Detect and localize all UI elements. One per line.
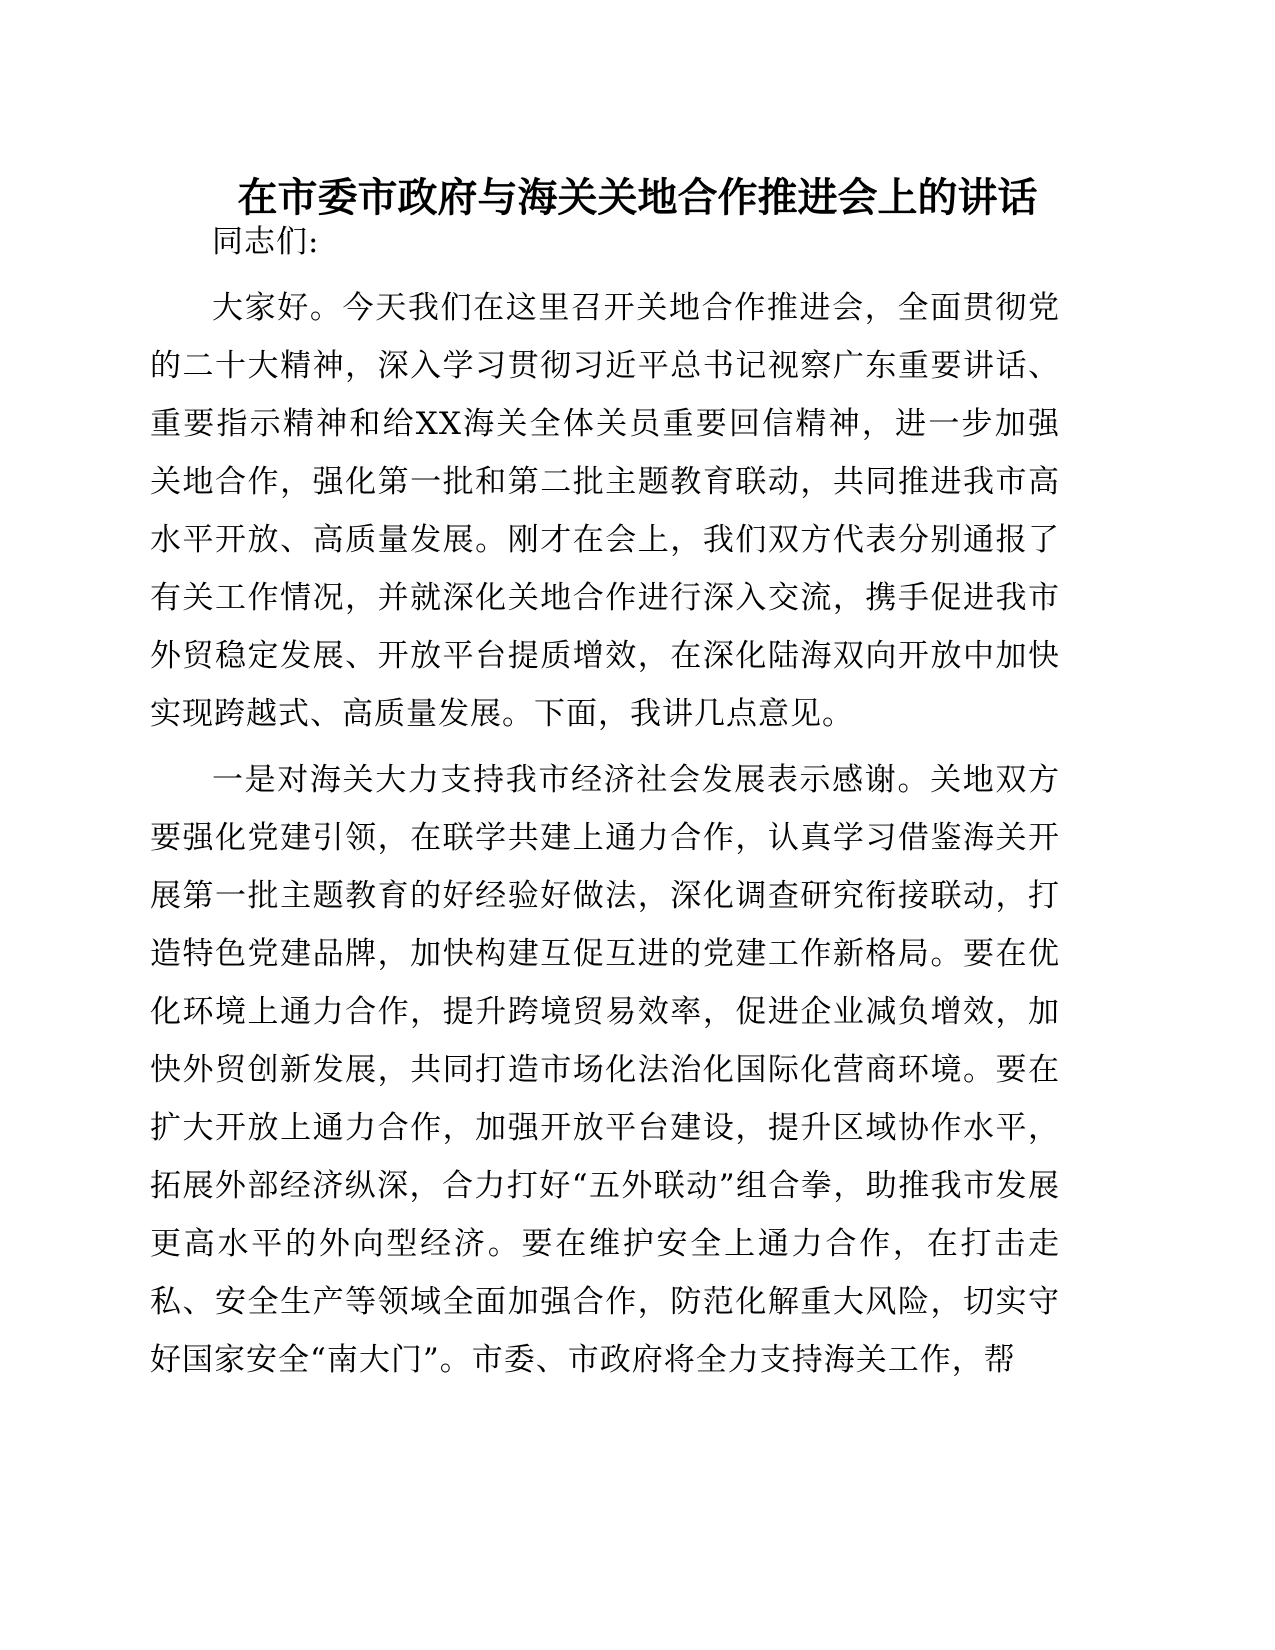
- paragraph-point-one: 一是对海关大力支持我市经济社会发展表示感谢。关地双方要强化党建引领，在联学共建上通力合作，认真学习借鉴海关开展第一批主题教育的好经验好做法，深化调查研究衔接联动，打造特色党建品牌，加快构建互促互进的党建工作新格局。要在优化环境上通力合作，提升跨境贸易效率，促进企业减负增效，加快外贸创新发展，共同打造市场化法治化国际化营商环境。要在扩大开放上通力合作，加强开放平台建设，提升区域协作水平，拓展外部经济纵深，合力打好“五外联动”组合拳，助推我市发展更高水平的外向型经济。要在维护安全上通力合作，在打击走私、安全生产等领域全面加强合作，防范化解重大风险，切实守好国家安全“南大门”。市委、市政府将全力支持海关工作，帮: [150, 762, 1060, 1378]
- document-body: [150, 213, 1060, 1397]
- document-title: 在市委市政府与海关关地合作推进会上的讲话: [237, 175, 1038, 221]
- paragraph-opening: 大家好。今天我们在这里召开关地合作推进会，全面贯彻党的二十大精神，深入学习贯彻习近平总书记视察广东重要讲话、重要指示精神和给XX海关全体关员重要回信精神，进一步加强关地合作，强化第一批和第二批主题教育联动，共同推进我市高水平开放、高质量发展。刚才在会上，我们双方代表分别通报了有关工作情况，并就深化关地合作进行深入交流，携手促进我市外贸稳定发展、开放平台提质增效，在深化陆海双向开放中加快实现跨越式、高质量发展。下面，我讲几点意见。: [150, 290, 1060, 732]
- greeting: 同志们:: [212, 224, 320, 260]
